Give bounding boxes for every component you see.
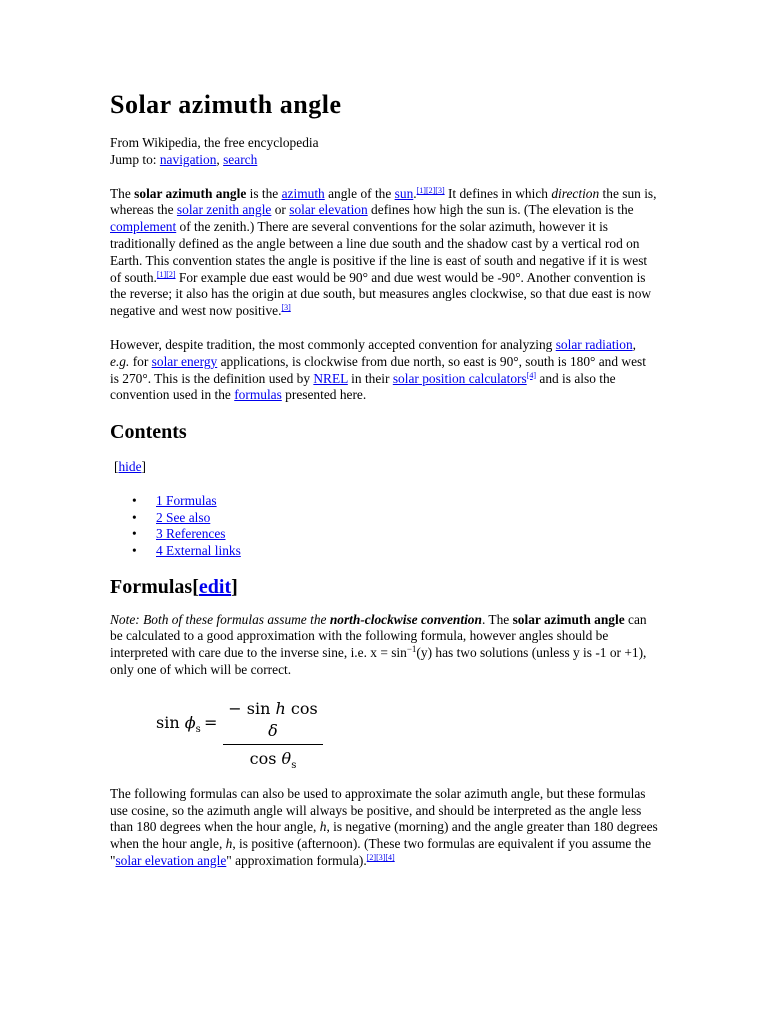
- denominator: [223, 748, 323, 777]
- azimuth-sine-formula: [110, 698, 658, 771]
- solar-position-calculators-link[interactable]: solar position calculators: [392, 370, 527, 386]
- text: For example due east would be 90° and due west would be -90°. Another convention is the reverse; it also has the origin at due south, but measures angles clockwise, so that due east is now negative and west now positive.: [110, 269, 652, 319]
- toc-link-formulas[interactable]: 1 Formulas: [156, 493, 217, 509]
- citation-link[interactable]: [2][3][4]: [366, 852, 395, 862]
- note-italic: Note: Both of these formulas assume the: [110, 611, 330, 627]
- text: , is negative (morning) and the angle greater than 180 degrees when the hour angle,: [110, 819, 658, 852]
- toc-link-references[interactable]: 3 References: [156, 526, 226, 542]
- intro-paragraph: [110, 186, 658, 320]
- term-italic: direction: [551, 185, 600, 201]
- text: − sin: [228, 698, 276, 718]
- hour-angle-symbol: h: [225, 836, 233, 852]
- toc-link-external-links[interactable]: 4 External links: [156, 542, 241, 558]
- bullet-icon: •: [132, 542, 137, 558]
- term-italic: e.g.: [110, 353, 130, 369]
- bracket: ]: [141, 459, 146, 475]
- subscript: s: [291, 759, 297, 771]
- text: and is also the convention used in the: [110, 370, 616, 403]
- text: .: [413, 185, 417, 201]
- term-bold: solar azimuth angle: [512, 611, 625, 627]
- convention-bold-italic: north-clockwise convention: [329, 611, 482, 627]
- jump-separator: ,: [216, 151, 224, 167]
- citation-link[interactable]: [3]: [281, 303, 291, 313]
- bracket: [: [114, 459, 119, 475]
- text: (y) has two solutions (unless y is -1 or +1), only one of which will be correct.: [110, 645, 647, 677]
- exponent: −1: [406, 644, 417, 655]
- article: [110, 88, 658, 870]
- formulas-note-paragraph: [110, 612, 658, 679]
- term-bold: solar azimuth angle: [134, 185, 247, 201]
- theta-symbol: θ: [281, 748, 292, 768]
- toc-item: [110, 526, 658, 543]
- text: " approximation formula).: [226, 852, 367, 868]
- text: , is positive (afternoon). (These two formulas are equivalent if you assume the ": [110, 836, 652, 868]
- text: is the: [246, 185, 282, 201]
- heading-text: Formulas: [110, 575, 193, 598]
- toc-item: [110, 510, 658, 527]
- bracket: ]: [231, 575, 238, 598]
- toc-item: [110, 543, 658, 560]
- formulas-link[interactable]: formulas: [234, 387, 282, 403]
- solar-elevation-angle-link[interactable]: solar elevation angle: [115, 852, 227, 868]
- formula-fraction: [223, 698, 323, 777]
- text: The: [110, 185, 135, 201]
- formulas-heading: [110, 575, 658, 599]
- text: the sun is, whereas the: [110, 185, 657, 218]
- text: cos: [285, 698, 318, 718]
- text: for: [129, 353, 152, 369]
- toc-link-see-also[interactable]: 2 See also: [156, 509, 211, 525]
- cosine-formulas-paragraph: [110, 786, 658, 870]
- text: applications, is clockwise from due north, so east is 90°, south is 180° and west is 270°. This is the definition used by: [110, 353, 646, 386]
- solar-zenith-angle-link[interactable]: solar zenith angle: [176, 202, 272, 218]
- text: However, despite tradition, the most commonly accepted convention for analyzing: [110, 336, 556, 352]
- edit-section-link[interactable]: edit: [198, 575, 232, 598]
- text: can be calculated to a good approximation with the following formula, however angles should be interpreted with care due to the inverse sine, i.e. x = sin: [110, 611, 647, 661]
- site-subtitle: From Wikipedia, the free encyclopedia: [110, 135, 319, 150]
- solar-radiation-link[interactable]: solar radiation: [555, 336, 633, 352]
- azimuth-link[interactable]: azimuth: [281, 185, 325, 201]
- declination-symbol: δ: [268, 720, 278, 740]
- contents-heading: Contents: [110, 421, 187, 444]
- text: . The: [481, 611, 513, 627]
- numerator: [223, 698, 323, 742]
- text: The following formulas can also be used to approximate the solar azimuth angle, but these formulas use cosine, so the azimuth angle will always be positive, and should be interpreted as the angle less than 180 degrees when the hour angle,: [110, 785, 646, 835]
- toc-item: [110, 493, 658, 510]
- solar-elevation-link[interactable]: solar elevation: [289, 202, 368, 218]
- bracket: [: [192, 575, 199, 598]
- bullet-icon: •: [132, 526, 137, 542]
- text: in their: [347, 370, 393, 386]
- fraction-bar: [223, 744, 323, 745]
- phi-symbol: ϕ: [184, 712, 196, 732]
- toc-toggle: [114, 459, 658, 475]
- text: defines how high the sun is. (The elevation is the: [367, 202, 634, 218]
- search-link[interactable]: search: [223, 151, 258, 167]
- nrel-link[interactable]: NREL: [313, 370, 348, 386]
- text: ,: [632, 336, 637, 352]
- bullet-icon: •: [132, 493, 137, 509]
- text: It defines in which: [444, 185, 552, 201]
- jump-to-label: Jump to:: [110, 151, 160, 167]
- text: presented here.: [281, 387, 367, 403]
- citation-link[interactable]: [4]: [526, 370, 537, 380]
- equals-sign: =: [204, 712, 218, 732]
- text: or: [271, 202, 290, 218]
- formula-lhs: [156, 713, 201, 735]
- jump-to-line: [110, 152, 658, 169]
- sun-link[interactable]: sun: [394, 185, 414, 201]
- page-title: Solar azimuth angle: [110, 90, 342, 119]
- text: cos: [249, 748, 282, 768]
- subscript: s: [195, 723, 201, 735]
- hide-toc-link[interactable]: hide: [118, 459, 142, 475]
- bullet-icon: •: [132, 509, 137, 525]
- complement-link[interactable]: complement: [110, 219, 177, 235]
- text: angle of the: [324, 185, 395, 201]
- hour-angle-symbol: h: [275, 698, 286, 718]
- citation-link[interactable]: [1][2][3]: [416, 185, 445, 195]
- convention-paragraph: [110, 337, 658, 404]
- solar-energy-link[interactable]: solar energy: [151, 353, 218, 369]
- sin-function: sin: [156, 712, 185, 732]
- citation-link[interactable]: [1][2]: [156, 269, 176, 279]
- toc-list: [110, 493, 658, 559]
- hour-angle-symbol: h: [319, 819, 327, 835]
- text: of the zenith.) There are several conventions for the solar azimuth, however it is traditionally defined as the angle between a line due south and the shadow cast by a vertical rod on Earth. This convention states the angle is positive if the line is east of south and negative if it is west of south.: [110, 219, 648, 285]
- navigation-link[interactable]: navigation: [159, 151, 217, 167]
